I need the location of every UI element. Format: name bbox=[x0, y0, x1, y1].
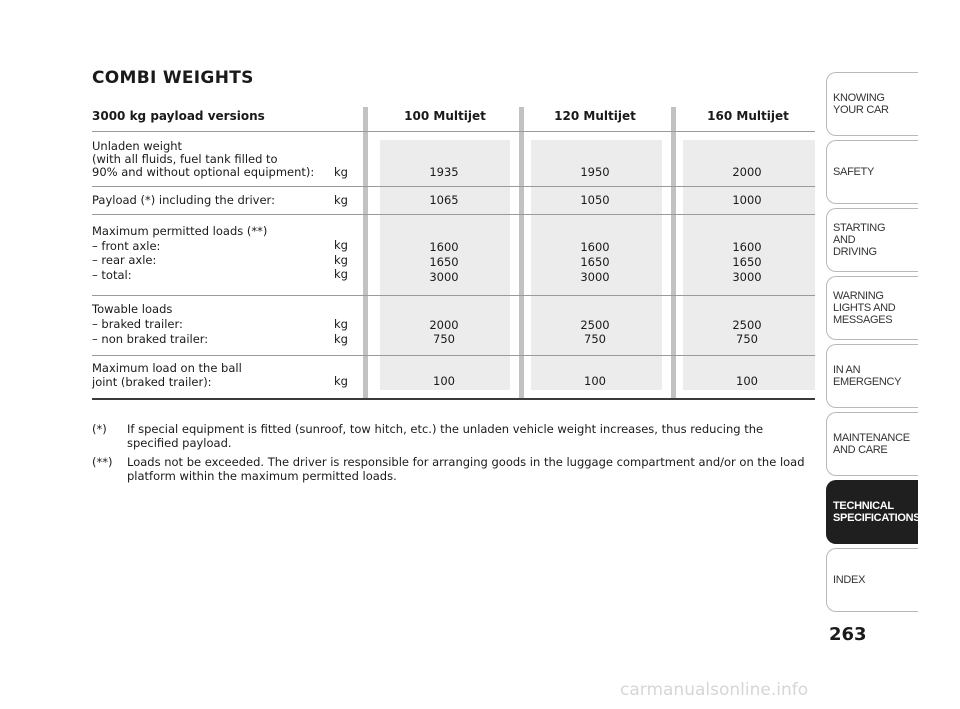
header-rule bbox=[92, 131, 815, 132]
sidebar-tab-label: MAINTENANCE AND CARE bbox=[833, 432, 910, 456]
column-header-160-multijet: 160 Multijet bbox=[707, 109, 789, 123]
table-cell: 1050 bbox=[580, 193, 610, 207]
table-cell: 2000 750 bbox=[429, 318, 459, 346]
table-cell: 100 bbox=[433, 374, 455, 388]
row-label-payload: Payload (*) including the driver: bbox=[92, 193, 275, 207]
table-cell: 1000 bbox=[732, 193, 762, 207]
row-divider bbox=[92, 295, 815, 296]
table-cell: 100 bbox=[584, 374, 606, 388]
table-cell: 1600 1650 3000 bbox=[580, 240, 610, 284]
sidebar-tab-in-an-emergency[interactable] bbox=[826, 344, 918, 408]
row-unit: kg kg kg bbox=[334, 238, 348, 281]
watermark: carmanualsonline.info bbox=[620, 680, 809, 700]
sidebar-tab-technical-specifications[interactable] bbox=[826, 480, 921, 544]
row-unit: kg bbox=[334, 165, 348, 179]
sidebar-tab-label: INDEX bbox=[833, 574, 866, 586]
footnote-text: If special equipment is fitted (sunroof, tow hitch, etc.) the unladen vehicle weight increases, thus reducing the specified payload. bbox=[127, 422, 764, 450]
page-title: COMBI WEIGHTS bbox=[92, 68, 254, 88]
sidebar-tab-label: STARTING AND DRIVING bbox=[833, 222, 886, 258]
sidebar-tab-label: WARNING LIGHTS AND MESSAGES bbox=[833, 290, 896, 326]
column-header-120-multijet: 120 Multijet bbox=[554, 109, 636, 123]
sidebar-tab-starting-and-driving[interactable] bbox=[826, 208, 918, 272]
footnote-text: Loads not be exceeded. The driver is responsible for arranging goods in the luggage compartment and/or on the load platform within the maximum permitted loads. bbox=[127, 455, 805, 483]
row-label-unladen-weight: Unladen weight (with all fluids, fuel tank filled to 90% and without optional equipment): bbox=[92, 139, 315, 179]
sidebar-tab-knowing-your-car[interactable] bbox=[826, 72, 918, 136]
row-unit: kg bbox=[334, 374, 348, 388]
footnote-mark: (*) bbox=[92, 422, 107, 436]
table-cell: 2000 bbox=[732, 165, 762, 179]
sidebar-tab-warning-lights[interactable] bbox=[826, 276, 918, 340]
sidebar-tab-maintenance-and-care[interactable] bbox=[826, 412, 918, 476]
sidebar-tab-label: KNOWING YOUR CAR bbox=[833, 92, 889, 116]
table-cell: 1065 bbox=[429, 193, 459, 207]
row-divider bbox=[92, 355, 815, 356]
table-cell: 100 bbox=[736, 374, 758, 388]
table-cell: 1935 bbox=[429, 165, 459, 179]
row-label-towable-loads: Towable loads – braked trailer: – non braked trailer: bbox=[92, 302, 209, 346]
page-number: 263 bbox=[829, 624, 867, 645]
table-cell: 2500 750 bbox=[580, 318, 610, 346]
sidebar-tab-index[interactable] bbox=[826, 548, 918, 612]
row-label-maximum-load-ball-joint: Maximum load on the ball joint (braked trailer): bbox=[92, 361, 242, 389]
table-cell: 1600 1650 3000 bbox=[429, 240, 459, 284]
row-unit: kg kg bbox=[334, 317, 348, 346]
sidebar-tab-label: SAFETY bbox=[833, 166, 874, 178]
sidebar-tab-safety[interactable] bbox=[826, 140, 918, 204]
sidebar-tab-label: IN AN EMERGENCY bbox=[833, 364, 902, 388]
sidebar-tab-label: TECHNICAL SPECIFICATIONS bbox=[833, 500, 921, 524]
table-cell: 1950 bbox=[580, 165, 610, 179]
row-unit: kg bbox=[334, 193, 348, 207]
table-cell: 2500 750 bbox=[732, 318, 762, 346]
row-divider bbox=[92, 214, 815, 215]
table-cell: 1600 1650 3000 bbox=[732, 240, 762, 284]
footnote-mark: (**) bbox=[92, 455, 113, 469]
row-label-maximum-permitted-loads: Maximum permitted loads (**) – front axle: – rear axle: – total: bbox=[92, 224, 268, 282]
table-header-label: 3000 kg payload versions bbox=[92, 109, 265, 123]
table-bottom-rule bbox=[92, 398, 815, 400]
column-header-100-multijet: 100 Multijet bbox=[404, 109, 486, 123]
row-divider bbox=[92, 186, 815, 187]
